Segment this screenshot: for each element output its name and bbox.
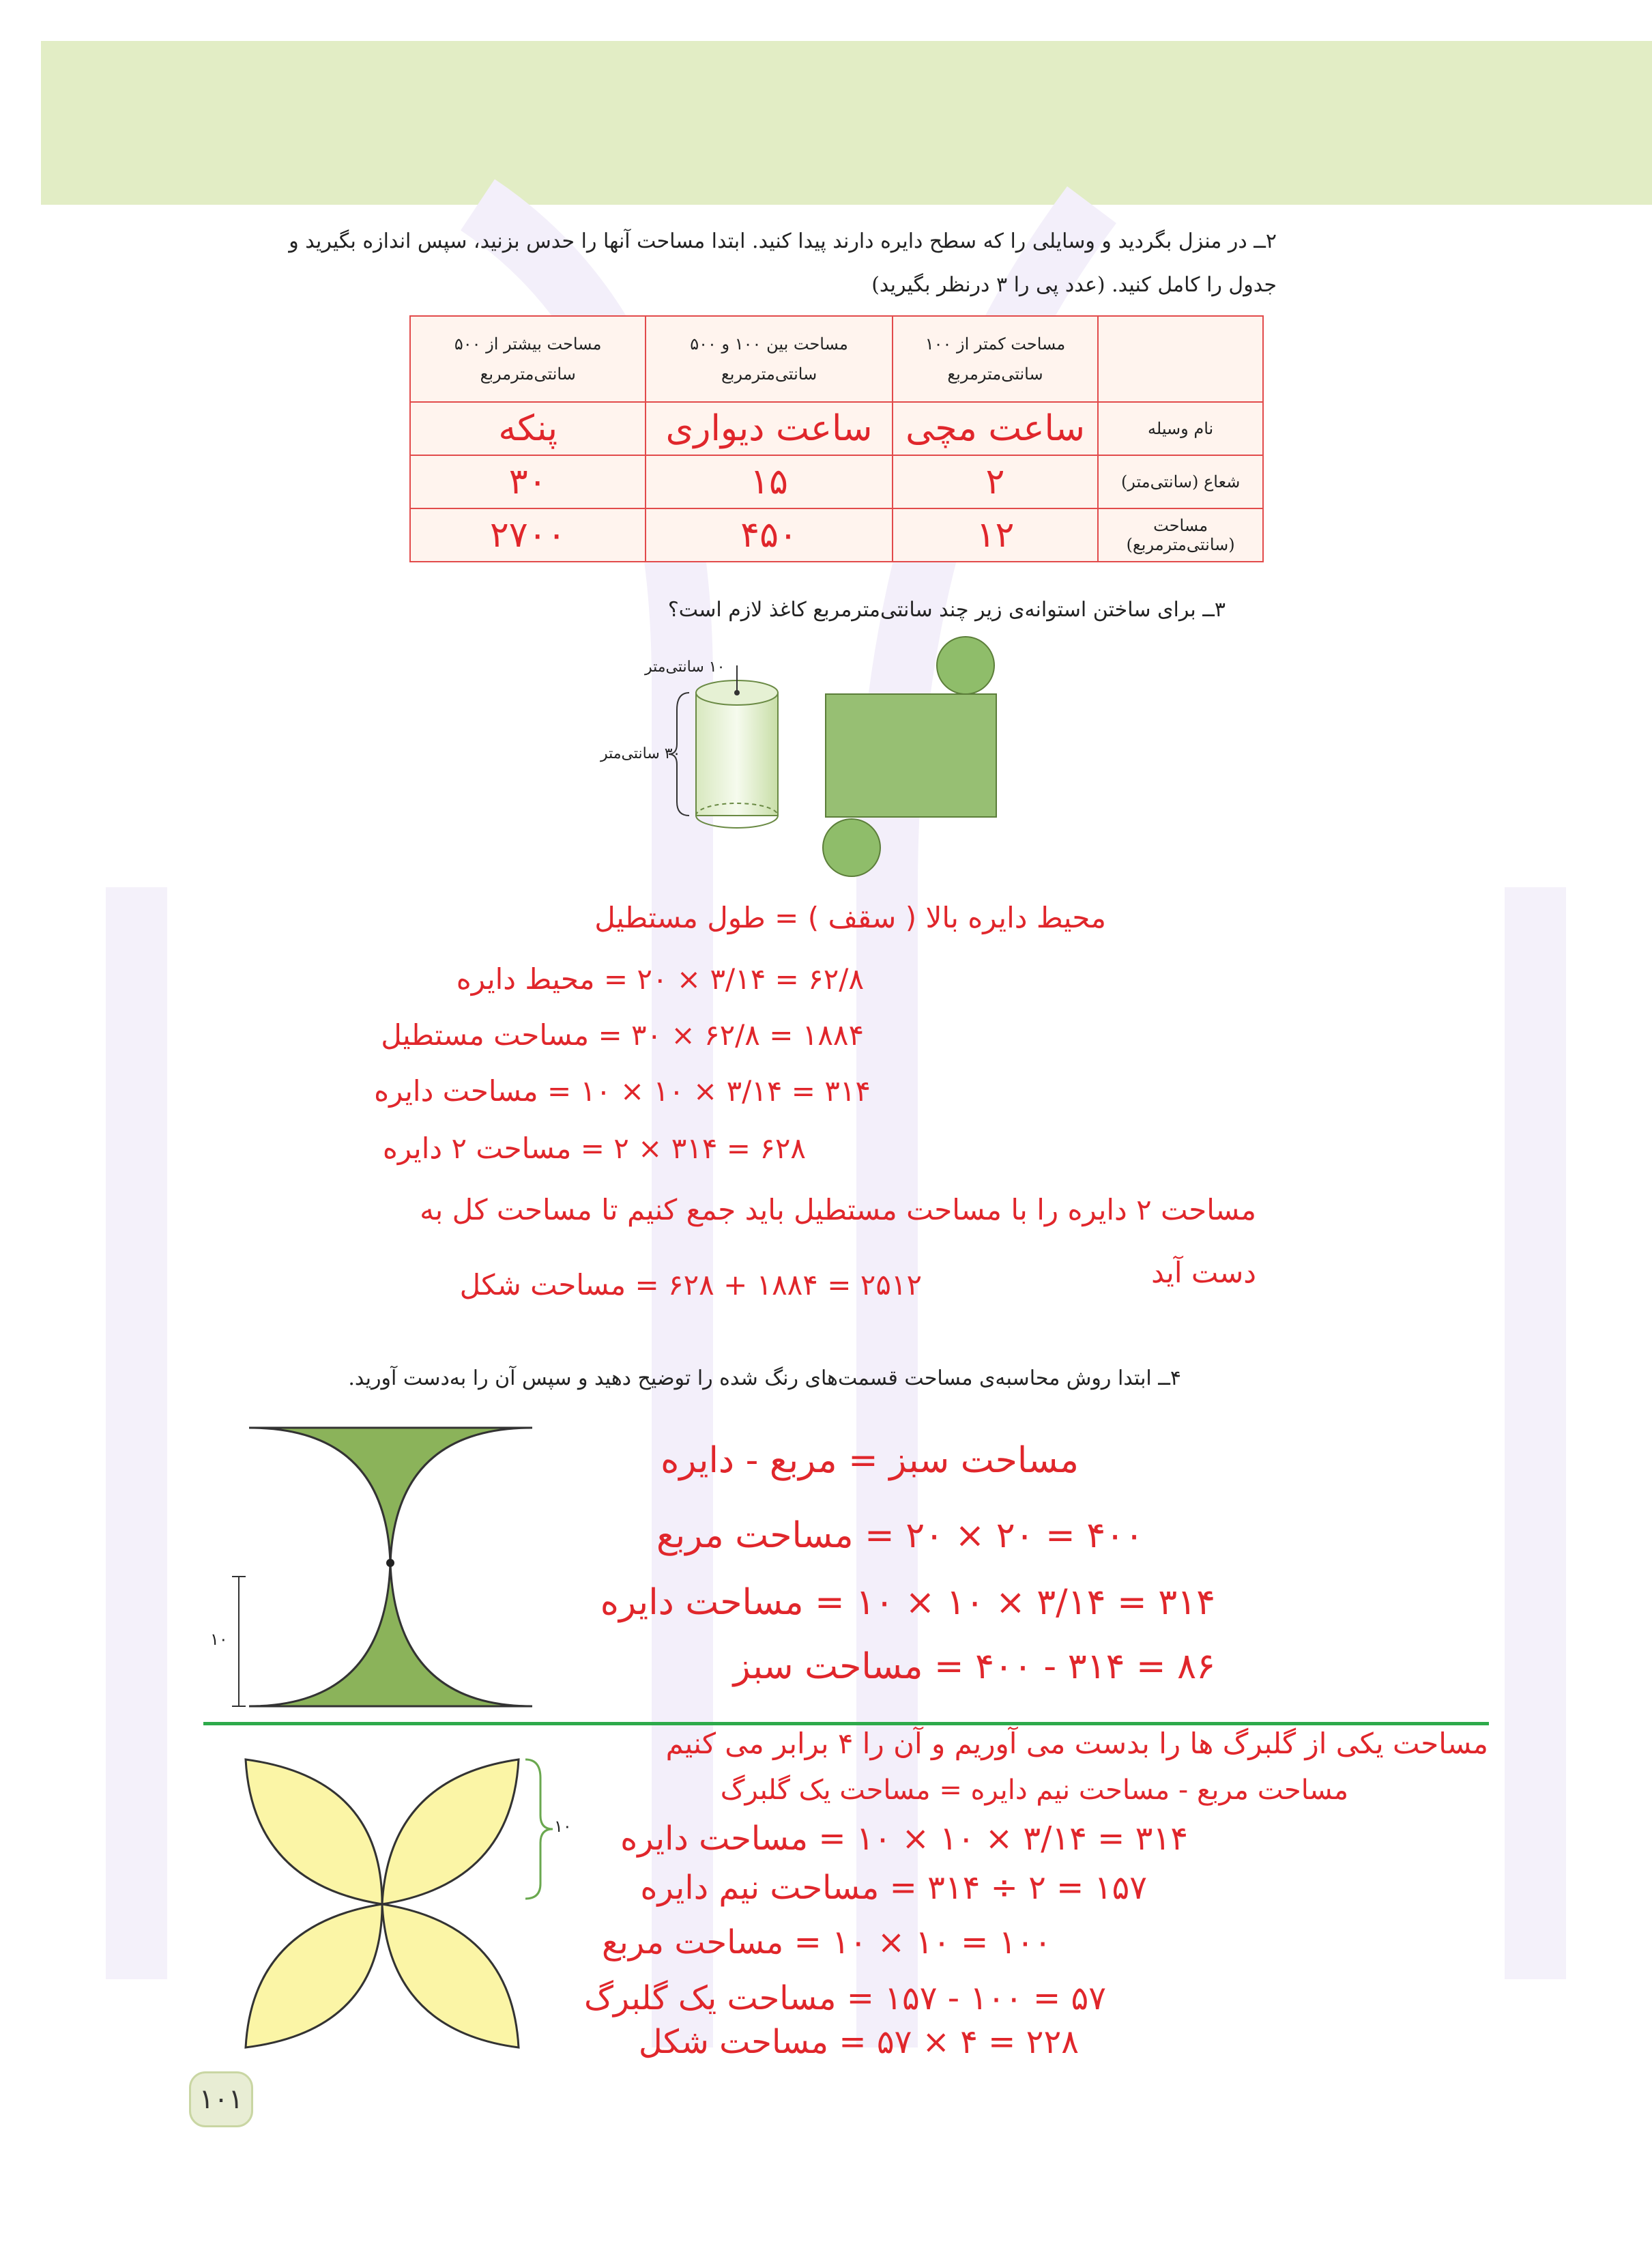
row-label-radius: شعاع (سانتی‌متر) [1098,455,1263,508]
p4-answer2-line6: ۵۷ = ۱۰۰ - ۱۵۷ = مساحت یک گلبرگ [583,1979,1106,2017]
cell-area-gt500: ۲۷۰۰ [410,508,646,562]
p3-answer-line3: ۱۸۸۴ = ۶۲/۸ × ۳۰ = مساحت مستطیل [381,1018,864,1052]
p4-answer1-line3: ۳۱۴ = ۳/۱۴ × ۱۰ × ۱۰ = مساحت دایره [600,1582,1215,1623]
page-number: ۱۰۱ [189,2071,253,2127]
cell-area-mid: ۴۵۰ [646,508,892,562]
problem-4-question: ۴ــ ابتدا روش محاسبه‌ی مساحت قسمت‌های رنگ شده را توضیح دهید و سپس آن را به‌دست آورید. [348,1366,1181,1390]
header-more-than-500: مساحت بیشتر از ۵۰۰ سانتی‌مترمربع [410,316,646,402]
header-less-than-100: مساحت کمتر از ۱۰۰ سانتی‌مترمربع [893,316,1099,402]
cylinder-radius-label: ۱۰ سانتی‌متر [645,659,725,676]
cell-radius-lt100: ۲ [893,455,1099,508]
p3-answer-line5: ۶۲۸ = ۳۱۴ × ۲ = مساحت ۲ دایره [382,1132,806,1165]
objects-table [409,315,1264,562]
cell-radius-gt500: ۳۰ [410,455,646,508]
problem-2-text [83,220,1277,307]
cell-radius-mid: ۱۵ [646,455,892,508]
p4-answer1-line1: مساحت سبز = مربع - دایره [661,1440,1079,1481]
row-label-area: مساحت (سانتی‌مترمربع) [1098,508,1263,562]
p3-answer-line7: دست آید [1151,1256,1256,1289]
problem-2-line2: جدول را کامل کنید. (عدد پی را ۳ درنظر بگیرید) [871,273,1277,297]
cell-name-mid: ساعت دیواری [646,402,892,455]
petals-figure [225,1747,580,2061]
problem-3-question: ۳ــ برای ساختن استوانه‌ی زیر چند سانتی‌مترمربع کاغذ لازم است؟ [667,598,1226,622]
hourglass-figure [205,1420,546,1720]
p4-answer2-line4: ۱۵۷ = ۲ ÷ ۳۱۴ = مساحت نیم دایره [640,1869,1147,1907]
petals-dimension-label: ۱۰ [554,1817,572,1836]
hourglass-dimension-label: ۱۰ [210,1630,228,1649]
p3-answer-line6: مساحت ۲ دایره را با مساحت مستطیل باید جمع کنیم تا مساحت کل به [420,1193,1256,1226]
cylinder-height-label: ۳۰ سانتی‌متر [600,745,681,762]
p3-answer-line2: ۶۲/۸ = ۳/۱۴ × ۲۰ = محیط دایره [456,962,864,996]
p3-answer-line4: ۳۱۴ = ۳/۱۴ × ۱۰ × ۱۰ = مساحت دایره [374,1074,871,1108]
row-label-name: نام وسیله [1098,402,1263,455]
p4-answer2-line3: ۳۱۴ = ۳/۱۴ × ۱۰ × ۱۰ = مساحت دایره [620,1820,1188,1858]
problem-2-line1: ۲ــ در منزل بگردید و وسایلی را که سطح دایره دارند پیدا کنید. ابتدا مساحت آنها را حدس بزنید، سپس اندازه بگیرید و [289,229,1277,253]
p3-answer-line1: محیط دایره بالا ( سقف ) = طول مستطیل [594,901,1106,934]
p4-answer2-line7: ۲۲۸ = ۴ × ۵۷ = مساحت شکل [638,2023,1079,2061]
cell-area-lt100: ۱۲ [893,508,1099,562]
p3-answer-line8: ۲۵۱۲ = ۱۸۸۴ + ۶۲۸ = مساحت شکل [459,1268,922,1302]
p4-answer2-line1: مساحت یکی از گلبرگ ها را بدست می آوریم و آن را ۴ برابر می کنیم [665,1727,1488,1760]
p4-answer1-line4: ۸۶ = ۳۱۴ - ۴۰۰ = مساحت سبز [733,1646,1215,1687]
section-divider [203,1722,1489,1725]
cell-name-lt100: ساعت مچی [893,402,1099,455]
p4-answer1-line2: ۴۰۰ = ۲۰ × ۲۰ = مساحت مربع [656,1515,1144,1556]
cell-name-gt500: پنکه [410,402,646,455]
p4-answer2-line5: ۱۰۰ = ۱۰ × ۱۰ = مساحت مربع [602,1923,1052,1961]
table-corner [1098,316,1263,402]
header-between-100-500: مساحت بین ۱۰۰ و ۵۰۰ سانتی‌مترمربع [646,316,892,402]
p4-answer2-line2: مساحت مربع - مساحت نیم دایره = مساحت یک گلبرگ [720,1774,1348,1806]
